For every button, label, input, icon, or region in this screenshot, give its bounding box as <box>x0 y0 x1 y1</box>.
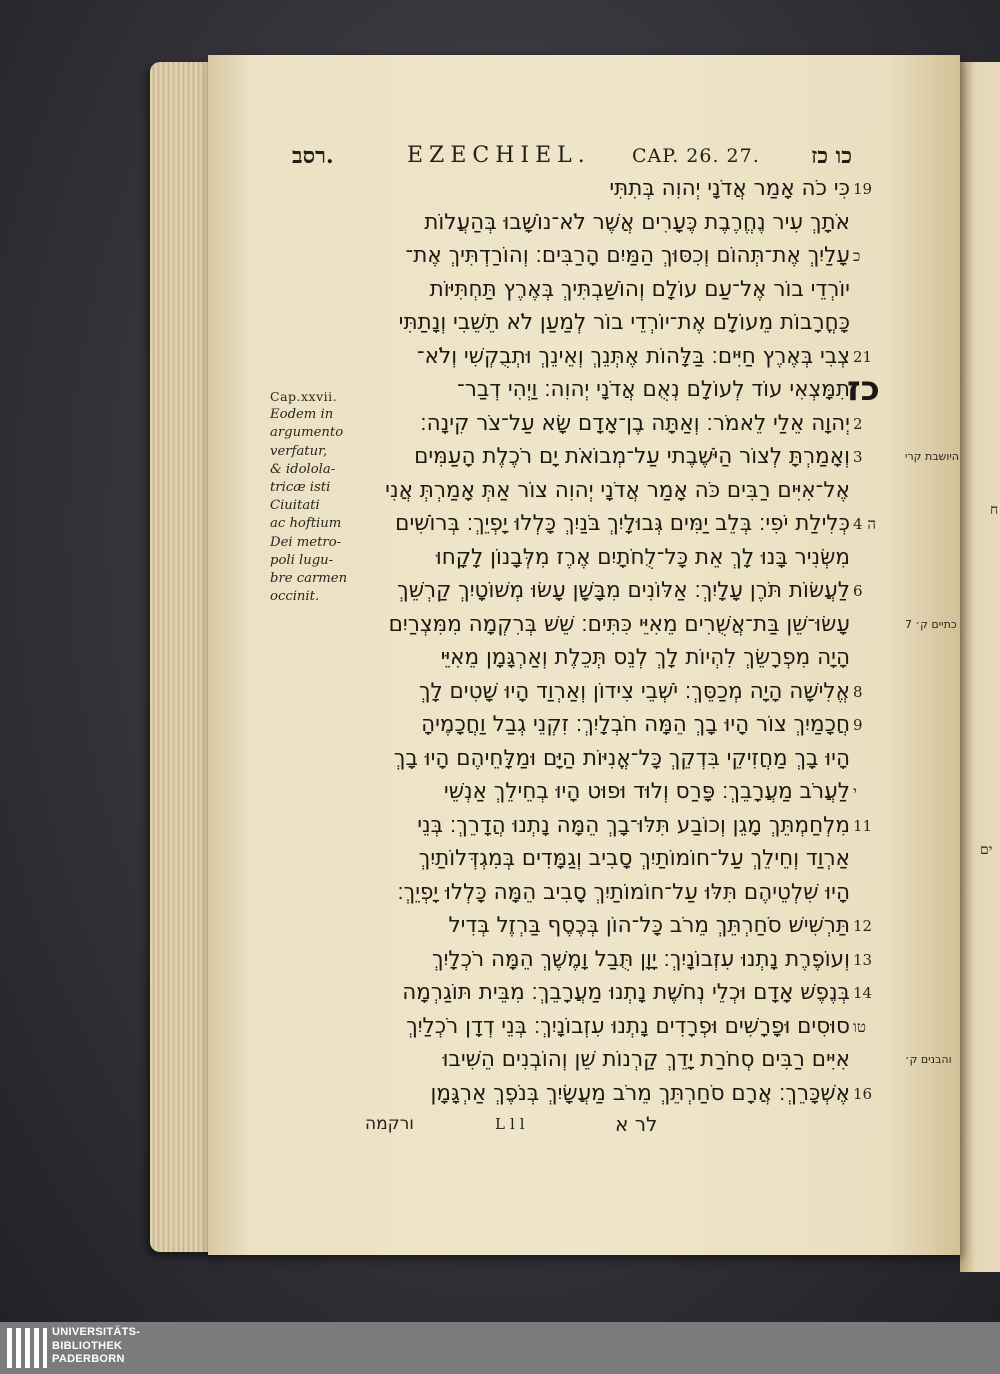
margin-note-line: Ciuitati <box>270 498 320 514</box>
verse-number: 9 <box>853 716 863 734</box>
margin-note-line: verfatur, <box>270 443 328 459</box>
verse-number: טו <box>853 1017 866 1036</box>
hebrew-text-line: בְּנֶפֶשׁ אָדָם וּכְלֵי נְחֹשֶׁת נָתְנוּ מַעֲרָבֵךְ׃ מִבֵּית תּוֹגַרְמָה <box>402 980 850 1005</box>
library-name-line: PADERBORN <box>52 1353 125 1365</box>
verse-number: 14 <box>853 984 873 1002</box>
hebrew-text-line: לַעֲרֹב מַעֲרָבֵךְ׃ פָּרַס וְלוּד וּפוּט הָיוּ בְחֵילֵךְ אַנְשֵׁי <box>443 779 850 804</box>
margin-note-line: Cap.xxvii. <box>270 389 338 404</box>
hebrew-text-line: כָּחֳרָבוֹת מֵעוֹלָם אֶת־יוֹרְדֵי בוֹר לְמַעַן לֹא תֵשֵׁבִי וְנָתַתִּי <box>398 310 850 335</box>
hebrew-text-line: לַעֲשׂוֹת תֹּרֶן עָלָיִךְ׃ אַלּוֹנִים מִבָּשָׁן עָשׂוּ מְשׁוֹטָיִךְ קַרְשֵׁךְ <box>397 578 850 603</box>
hebrew-text-line: אַרְוַד וְחֵילֵךְ עַל־חוֹמוֹתַיִךְ סָבִיב וְגַמָּדִים בְּמִגְדְּלוֹתַיִךְ <box>418 846 850 871</box>
verse-number: ה 4 <box>853 515 876 533</box>
hebrew-signature: לר א <box>615 1112 658 1136</box>
next-page-mark: ים <box>980 842 993 858</box>
hebrew-text-line: סוּסִים וּפָרָשִׁים וּפְרָדִים נָתְנוּ עִזְבוֹנָיִךְ׃ בְּנֵי דְדָן רֹכְלַיִךְ <box>406 1013 850 1039</box>
library-footer-bar <box>0 1322 1000 1374</box>
signature-mark: Lll <box>495 1115 530 1133</box>
margin-note-line: poli lugu- <box>270 552 334 568</box>
hebrew-text-line: אֶל־אִיִּים רַבִּים כֹּה אָמַר אֲדֹנָי יְהוִה צוֹר אַתְּ אָמַרְתְּ אֲנִי <box>385 477 850 503</box>
chapter-reference: CAP. 26. 27. <box>632 145 760 167</box>
qere-note: כתיים ק׳ 7 <box>905 617 957 631</box>
verse-number: 13 <box>853 950 873 969</box>
book-title: EZECHIEL. <box>407 143 591 168</box>
verse-number: 6 <box>853 582 863 600</box>
hebrew-text-line: יְהוָה אֵלַי לֵאמֹר׃ וְאַתָּה בֶן־אָדָם שָׂא עַל־צֹר קִינָה׃ <box>420 410 850 436</box>
margin-note-line: Eodem in <box>270 407 334 423</box>
hebrew-text-line: תַּרְשִׁישׁ סֹחַרְתֵּךְ מֵרֹב כָּל־הוֹן בְּכֶסֶף בַּרְזֶל בְּדִיל <box>448 913 850 938</box>
next-page-edge <box>960 62 1000 1272</box>
hebrew-chapter-number: כו כז <box>811 143 852 169</box>
catchword: ורקמה <box>365 1114 414 1134</box>
verse-number: 21 <box>853 347 873 366</box>
hebrew-text-line: כִּי כֹה אָמַר אֲדֹנָי יְהוִה בְּתִתִּי <box>609 176 850 201</box>
hebrew-text-line: אֹתָךְ עִיר נֶחֱרֶבֶת כֶּעָרִים אֲשֶׁר לֹא־נוֹשָׁבוּ בְּהַעֲלוֹת <box>424 209 850 235</box>
library-name-line: BIBLIOTHEK <box>52 1339 123 1352</box>
hebrew-text-line: הָיוּ בָךְ מַחֲזִיקֵי בִּדְקֵךְ כָּל־אֳנִיּוֹת הַיָּם וּמַלָּחֵיהֶם הָיוּ בָךְ <box>393 745 850 771</box>
verse-number: י <box>853 783 857 801</box>
library-name <box>52 1326 140 1367</box>
library-logo-icon <box>7 1328 47 1368</box>
folio-number: רסב. <box>292 143 334 169</box>
margin-note-line: & idolola- <box>270 461 336 477</box>
hebrew-text-line: כְּלִילַת יֹפִי׃ בְּלֵב יַמִּים גְּבוּלָיִךְ בֹּנַיִךְ כָּלְלוּ יָפְיֵךְ׃ בְּרוֹשִׁים <box>395 511 850 536</box>
verse-number: כ <box>853 247 861 265</box>
hebrew-text-line: חֲכָמַיִךְ צוֹר הָיוּ בָךְ הֵמָּה חֹבְלָיִךְ׃ זִקְנֵי גְבַל וַחֲכָמֶיהָ <box>421 712 850 737</box>
hebrew-text-line: תִמָּצְאִי עוֹד לְעוֹלָם נְאֻם אֲדֹנָי יְהוִה׃ וַיְהִי דְבַר־ <box>456 377 850 402</box>
hebrew-text-line: עָלַיִךְ אֶת־תְּהוֹם וְכִסּוּךְ הַמַּיִם הָרַבִּים׃ וְהוֹרַדְתִּיךְ אֶת־ <box>405 243 850 268</box>
hebrew-text-line: צְבִי בְּאֶרֶץ חַיִּים׃ בַּלָּהוֹת אֶתְּנֵךְ וְאֵינֵךְ וּתְבֻקְשִׁי וְלֹא־ <box>416 343 850 369</box>
page-footer <box>365 1112 845 1142</box>
verse-number: 8 <box>853 682 863 701</box>
verse-number: 3 <box>853 448 863 466</box>
margin-note-line: Dei metro- <box>270 534 342 550</box>
hebrew-text-line: יוֹרְדֵי בוֹר אֶל־עַם עוֹלָם וְהוֹשַׁבְתִּיךְ בְּאֶרֶץ תַּחְתִּיּוֹת <box>429 276 850 302</box>
qere-note: היושבת קרי <box>905 450 959 463</box>
library-name-line: UNIVERSITÄTS- <box>52 1326 141 1338</box>
hebrew-text-line: מִלְחַמְתֵּךְ מָגֵן וְכוֹבַע תִּלּוּ־בָךְ הֵמָּה נָתְנוּ הֲדָרֵךְ׃ בְּנֵי <box>417 812 850 838</box>
hebrew-text-line: וְאָמַרְתָּ לְצוֹר הַיֹּשֶׁבֶתי עַל־מְבוֹאֹת יָם רֹכֶלֶת הָעַמִּים <box>414 444 850 469</box>
chapter-initial: כז <box>847 369 880 409</box>
hebrew-text-line: עָשׂוּ־שֵׁן בַּת־אֲשֻׁרִים מֵאִיֵּי כִּתִּים׃ שֵׁשׁ בְּרִקְמָה מִמִּצְרַיִם <box>388 611 850 637</box>
hebrew-text-line: הָיָה מִפְרָשֵׂךְ לִהְיוֹת לָךְ לְנֵס תְּכֵלֶת וְאַרְגָּמָן מֵאִיֵּי <box>440 645 850 670</box>
verse-number: 19 <box>853 180 873 198</box>
margin-note-line: bre carmen <box>270 571 348 587</box>
margin-note-line: tricæ isti <box>270 480 331 496</box>
margin-note-line: occinit. <box>270 589 320 605</box>
qere-note: והבנים ק׳ <box>905 1053 952 1066</box>
running-head <box>292 143 852 173</box>
hebrew-text-line: אֱלִישָׁה הָיָה מְכַסֵּךְ׃ יֹשְׁבֵי צִידוֹן וְאַרְוַד הָיוּ שָׁטִים לָךְ <box>418 678 850 704</box>
hebrew-text-line: מִשְּׂנִיר בָּנוּ לָךְ אֵת כָּל־לֻחֹתָיִם אֶרֶז מִלְּבָנוֹן לָקָחוּ <box>435 544 850 570</box>
margin-note-line: ac hoftium <box>270 516 342 532</box>
latin-margin-note <box>270 388 350 606</box>
verse-number: 11 <box>853 816 873 835</box>
verse-number: 12 <box>853 917 873 935</box>
margin-note-line: argumento <box>270 425 344 441</box>
verse-number: 16 <box>853 1084 873 1103</box>
hebrew-text-line: הָיוּ שִׁלְטֵיהֶם תִּלּוּ עַל־חוֹמוֹתַיִךְ סָבִיב הֵמָּה כָּלְלוּ יָפְיֵךְ׃ <box>397 879 850 905</box>
hebrew-text-line: אִיִּים רַבִּים סְחֹרַת יָדֵךְ קַרְנוֹת שֵׁן וְהוֹבְנִים הֵשִׁיבוּ <box>442 1047 850 1072</box>
verse-number: 2 <box>853 414 863 433</box>
hebrew-text-line: וְעוֹפֶרֶת נָתְנוּ עִזְבוֹנָיִךְ׃ יָוָן תֻּבַל וָמֶשֶׁךְ הֵמָּה רֹכְלָיִךְ <box>432 946 850 972</box>
next-page-mark: ח <box>990 502 999 518</box>
hebrew-text-line: אֶשְׁכָּרֵךְ׃ אֲרָם סֹחַרְתֵּךְ מֵרֹב מַעֲשָׂיִךְ בְּנֹפֶךְ אַרְגָּמָן <box>430 1080 850 1106</box>
